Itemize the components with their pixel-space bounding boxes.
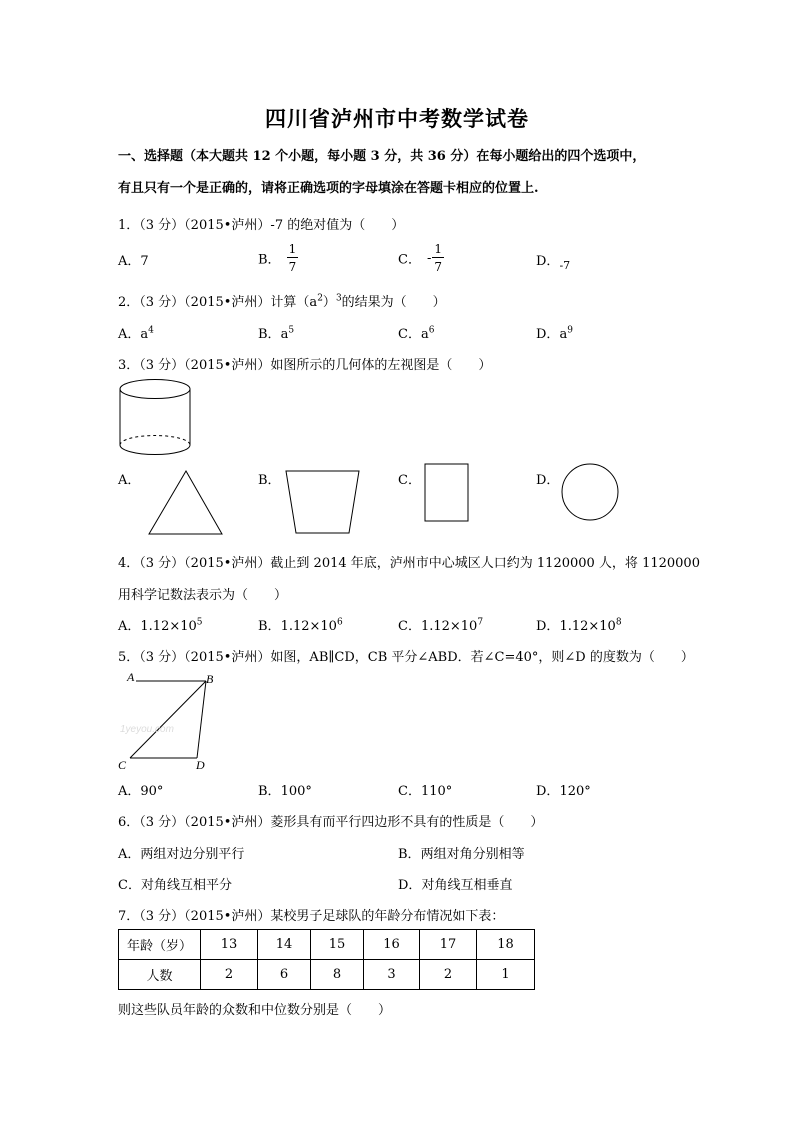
option-text: 1.12×10 xyxy=(420,619,478,634)
trapezoid-shape xyxy=(286,471,359,533)
table-cell: 13 xyxy=(201,930,258,960)
rectangle-figure xyxy=(424,463,470,523)
rectangle-shape xyxy=(425,464,468,521)
exponent: 6 xyxy=(428,325,435,336)
option-label: D． xyxy=(536,619,560,634)
question-4-stem-line2: 用科学记数法表示为（ ） xyxy=(118,588,288,603)
question-4-stem-line1: 4．（3 分）（2015•泸州）截止到 2014 年底，泸州市中心城区人口约为 1120000 人，将 1120000 xyxy=(118,556,700,571)
question-2-option-b xyxy=(258,323,294,342)
option-text: 对角线互相垂直 xyxy=(421,878,513,893)
stem-text: ） xyxy=(322,295,336,310)
question-2-stem xyxy=(118,291,446,310)
cylinder-bottom-front xyxy=(120,445,190,455)
option-label: B． xyxy=(258,619,281,634)
exponent: 4 xyxy=(148,325,154,336)
question-5-option-b xyxy=(258,780,312,799)
question-5-option-a xyxy=(118,780,163,799)
option-label: C． xyxy=(398,619,421,634)
table-row xyxy=(119,960,535,990)
question-5-option-d xyxy=(536,780,591,799)
fraction xyxy=(432,243,444,273)
option-text: -7 xyxy=(559,259,571,272)
question-1-option-c xyxy=(398,243,444,273)
stem-text: 的结果为（ ） xyxy=(341,295,446,310)
option-text: 1.12×10 xyxy=(559,619,616,634)
option-text: 7 xyxy=(140,254,149,269)
question-3-option-a-label: A． xyxy=(118,473,141,488)
option-text: 对角线互相平分 xyxy=(140,878,232,893)
option-text: 100° xyxy=(280,784,312,799)
table-cell: 3 xyxy=(364,960,420,990)
question-4-option-a xyxy=(118,615,203,634)
option-text: 两组对角分别相等 xyxy=(420,847,525,862)
table-cell: 8 xyxy=(311,960,364,990)
question-3-option-c-label: C． xyxy=(398,473,421,488)
option-text: 1.12×10 xyxy=(140,619,197,634)
exponent: 9 xyxy=(567,325,573,336)
option-text: a xyxy=(559,327,568,342)
option-label: D． xyxy=(536,327,560,342)
circle-shape xyxy=(562,464,618,520)
option-label: B． xyxy=(258,327,281,342)
question-1-option-a xyxy=(118,250,149,269)
option-label: D． xyxy=(398,878,422,893)
option-label: B． xyxy=(258,252,281,268)
fraction-denominator: 7 xyxy=(288,260,297,274)
option-label: A． xyxy=(118,784,141,799)
fraction xyxy=(287,243,299,273)
option-label: A． xyxy=(118,327,141,342)
question-3-stem: 3．（3 分）（2015•泸州）如图所示的几何体的左视图是（ ） xyxy=(118,358,492,373)
table-cell: 1 xyxy=(477,960,535,990)
minus-sign: - xyxy=(426,250,432,266)
exponent: 5 xyxy=(196,617,203,628)
option-text: a xyxy=(140,327,149,342)
question-6-option-d xyxy=(398,874,512,893)
question-2-option-a xyxy=(118,323,154,342)
exponent: 6 xyxy=(336,617,343,628)
exponent: 7 xyxy=(477,617,484,628)
section-heading-line1: 一、选择题（本大题共 12 个小题，每小题 3 分，共 36 分）在每小题给出的四个选项中， xyxy=(118,149,646,164)
page-title: 四川省泸州市中考数学试卷 xyxy=(265,106,529,131)
section-heading-line2: 有且只有一个是正确的，请将正确选项的字母填涂在答题卡相应的位置上. xyxy=(118,181,539,196)
fraction-denominator: 7 xyxy=(434,260,442,274)
age-distribution-table xyxy=(118,929,535,990)
watermark: 1yeyou.com xyxy=(120,724,174,735)
point-label-b: B xyxy=(206,672,214,686)
table-cell: 6 xyxy=(258,960,311,990)
fraction-numerator: 1 xyxy=(288,242,297,256)
table-cell: 15 xyxy=(311,930,364,960)
option-text: 90° xyxy=(140,784,164,799)
option-text: 两组对边分别平行 xyxy=(140,847,245,862)
question-4-option-c xyxy=(398,615,483,634)
table-cell: 年龄（岁） xyxy=(119,930,201,960)
question-7-stem: 7．（3 分）（2015•泸州）某校男子足球队的年龄分布情况如下表： xyxy=(118,909,505,924)
question-7-followup: 则这些队员年龄的众数和中位数分别是（ ） xyxy=(118,1003,392,1018)
option-label: D． xyxy=(536,254,560,269)
segment-cb xyxy=(130,681,206,758)
option-label: C． xyxy=(398,327,421,342)
option-label: A． xyxy=(118,847,141,862)
cylinder-bottom-back-dashed xyxy=(120,436,190,446)
table-cell: 2 xyxy=(201,960,258,990)
table-cell: 18 xyxy=(477,930,535,960)
question-6-option-b xyxy=(398,843,525,862)
option-text: a xyxy=(280,327,289,342)
parallel-lines-figure xyxy=(118,670,228,776)
exponent: 5 xyxy=(288,325,295,336)
trapezoid-figure xyxy=(285,470,361,536)
question-3-option-d-label: D． xyxy=(536,473,560,488)
stem-text: 2．（3 分）（2015•泸州）计算（a xyxy=(118,295,318,310)
segment-bd xyxy=(197,681,206,758)
option-text: a xyxy=(420,327,429,342)
table-cell: 14 xyxy=(258,930,311,960)
circle-figure xyxy=(561,463,621,523)
fraction-numerator: 1 xyxy=(434,242,442,256)
question-6-option-a xyxy=(118,843,244,862)
question-4-option-d xyxy=(536,615,622,634)
question-6-option-c xyxy=(118,874,232,893)
question-1-option-d xyxy=(536,250,571,272)
option-label: A． xyxy=(118,619,141,634)
option-text: 120° xyxy=(559,784,591,799)
option-label: C． xyxy=(398,784,421,799)
triangle-figure xyxy=(148,470,224,536)
option-label: C． xyxy=(398,252,421,268)
option-text: 1.12×10 xyxy=(280,619,337,634)
question-5-option-c xyxy=(398,780,452,799)
cylinder-top-ellipse xyxy=(120,380,190,399)
question-5-stem: 5．（3 分）（2015•泸州）如图，AB∥CD，CB 平分∠ABD．若∠C=40°，则∠D 的度数为（ ） xyxy=(118,650,694,665)
exponent: 3 xyxy=(335,293,342,304)
option-label: B． xyxy=(398,847,421,862)
table-row xyxy=(119,930,535,960)
option-label: B． xyxy=(258,784,281,799)
question-1-option-b xyxy=(258,243,298,273)
question-2-option-c xyxy=(398,323,434,342)
exponent: 2 xyxy=(317,293,323,304)
option-label: C． xyxy=(118,878,141,893)
option-text: 110° xyxy=(420,784,453,799)
question-4-option-b xyxy=(258,615,343,634)
question-3-option-b-label: B． xyxy=(258,473,281,488)
point-label-d: D xyxy=(196,758,205,772)
table-cell: 人数 xyxy=(119,960,201,990)
table-cell: 17 xyxy=(420,930,477,960)
table-cell: 16 xyxy=(364,930,420,960)
point-label-c: C xyxy=(118,758,127,772)
question-6-stem: 6．（3 分）（2015•泸州）菱形具有而平行四边形不具有的性质是（ ） xyxy=(118,815,544,830)
triangle-shape xyxy=(149,471,222,534)
exponent: 8 xyxy=(615,617,622,628)
point-label-a: A xyxy=(127,670,135,684)
cylinder-figure xyxy=(118,378,194,458)
option-label: D． xyxy=(536,784,560,799)
option-label: A． xyxy=(118,254,141,269)
table-cell: 2 xyxy=(420,960,477,990)
question-1-stem: 1．（3 分）（2015•泸州）-7 的绝对值为（ ） xyxy=(118,218,405,233)
question-2-option-d xyxy=(536,323,573,342)
